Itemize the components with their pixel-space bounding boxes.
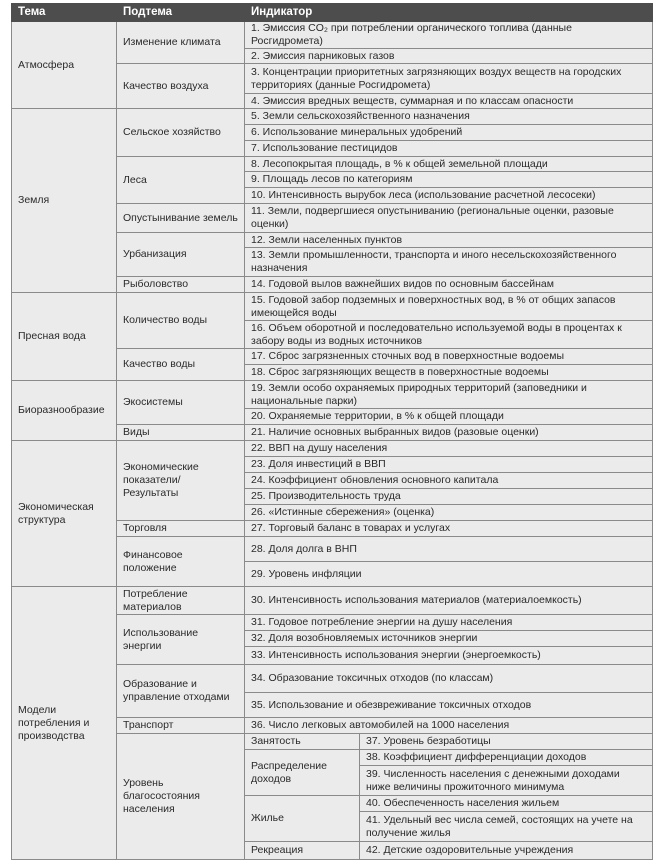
- indicator-18: 18. Сброс загрязняющих веществ в поверхностные водоемы: [245, 365, 653, 381]
- subtheme-economic-indicators: Экономические показатели/ Результаты: [117, 441, 245, 521]
- indicator-25: 25. Производительность труда: [245, 489, 653, 505]
- header-podtema: Подтема: [117, 4, 245, 22]
- subtheme-welfare: Уровень благосостояния населения: [117, 734, 245, 860]
- indicator-1: 1. Эмиссия CO₂ при потреблении органического топлива (данные Росгидромета): [245, 22, 653, 49]
- table-header-row: [12, 4, 653, 22]
- indicator-24: 24. Коэффициент обновления основного капитала: [245, 473, 653, 489]
- header-indikator: Индикатор: [245, 4, 653, 22]
- indicator-30: 30. Интенсивность использования материалов (материалоемкость): [245, 587, 653, 615]
- subtheme-water-quality: Качество воды: [117, 349, 245, 381]
- indicator-3: 3. Концентрации приоритетных загрязняющих воздух веществ на городских территориях (данные Росгидромета): [245, 64, 653, 94]
- indicator-19: 19. Земли особо охраняемых природных территорий (заповедники и национальные парки): [245, 381, 653, 409]
- subtheme-forests: Леса: [117, 157, 245, 204]
- indicator-42: 42. Детские оздоровительные учреждения: [360, 842, 653, 860]
- indicator-22: 22. ВВП на душу населения: [245, 441, 653, 457]
- indicator-35: 35. Использование и обезвреживание токсичных отходов: [245, 693, 653, 718]
- indicator-40: 40. Обеспеченность населения жильем: [360, 796, 653, 812]
- subsubtheme-employment: Занятость: [245, 734, 360, 750]
- indicator-29: 29. Уровень инфляции: [245, 562, 653, 587]
- indicator-13: 13. Земли промышленности, транспорта и иного несельскохозяйственного назначения: [245, 248, 653, 277]
- table-row: [12, 22, 653, 49]
- subtheme-transport: Транспорт: [117, 718, 245, 734]
- indicator-23: 23. Доля инвестиций в ВВП: [245, 457, 653, 473]
- indicator-31: 31. Годовое потребление энергии на душу населения: [245, 615, 653, 631]
- indicator-27: 27. Торговый баланс в товарах и услугах: [245, 521, 653, 537]
- subtheme-climate: Изменение климата: [117, 22, 245, 64]
- subtheme-water-quantity: Количество воды: [117, 293, 245, 349]
- subtheme-trade: Торговля: [117, 521, 245, 537]
- subtheme-financial-position: Финансовое положение: [117, 537, 245, 587]
- subtheme-species: Виды: [117, 425, 245, 441]
- theme-consumption-production: Модели потребления и производства: [12, 587, 117, 860]
- table-row: [12, 381, 653, 409]
- theme-fresh-water: Пресная вода: [12, 293, 117, 381]
- indicator-15: 15. Годовой забор подземных и поверхностных вод, в % от общих запасов имеющейся воды: [245, 293, 653, 321]
- indicator-26: 26. «Истинные сбережения» (оценка): [245, 505, 653, 521]
- indicator-16: 16. Объем оборотной и последовательно используемой воды в процентах к забору воды из водных источников: [245, 321, 653, 349]
- table-row: [12, 587, 653, 615]
- theme-biodiversity: Биоразнообразие: [12, 381, 117, 441]
- indicator-20: 20. Охраняемые территории, в % к общей площади: [245, 409, 653, 425]
- indicator-6: 6. Использование минеральных удобрений: [245, 125, 653, 141]
- indicator-37: 37. Уровень безработицы: [360, 734, 653, 750]
- indicator-21: 21. Наличие основных выбранных видов (разовые оценки): [245, 425, 653, 441]
- indicator-4: 4. Эмиссия вредных веществ, суммарная и по классам опасности: [245, 94, 653, 109]
- indicators-table: [11, 3, 653, 860]
- subsubtheme-recreation: Рекреация: [245, 842, 360, 860]
- indicator-5: 5. Земли сельскохозяйственного назначения: [245, 109, 653, 125]
- indicator-36: 36. Число легковых автомобилей на 1000 населения: [245, 718, 653, 734]
- table-row: [12, 109, 653, 125]
- theme-atmosphere: Атмосфера: [12, 22, 117, 109]
- indicator-38: 38. Коэффициент дифференциации доходов: [360, 750, 653, 766]
- indicator-12: 12. Земли населенных пунктов: [245, 233, 653, 248]
- indicator-2: 2. Эмиссия парниковых газов: [245, 49, 653, 64]
- theme-economic-structure: Экономическая структура: [12, 441, 117, 587]
- table-row: [12, 293, 653, 321]
- subsubtheme-housing: Жилье: [245, 796, 360, 842]
- indicator-34: 34. Образование токсичных отходов (по классам): [245, 665, 653, 693]
- indicator-9: 9. Площадь лесов по категориям: [245, 172, 653, 188]
- indicator-7: 7. Использование пестицидов: [245, 141, 653, 157]
- indicator-10: 10. Интенсивность вырубок леса (использование расчетной лесосеки): [245, 188, 653, 204]
- indicator-33: 33. Интенсивность использования энергии (энергоемкость): [245, 647, 653, 665]
- subtheme-fishing: Рыболовство: [117, 277, 245, 293]
- subtheme-waste-management: Образование и управление отходами: [117, 665, 245, 718]
- subtheme-material-consumption: Потребление материалов: [117, 587, 245, 615]
- indicator-8: 8. Лесопокрытая площадь, в % к общей земельной площади: [245, 157, 653, 172]
- indicator-11: 11. Земли, подвергшиеся опустыниванию (региональные оценки, разовые оценки): [245, 204, 653, 233]
- subtheme-ecosystems: Экосистемы: [117, 381, 245, 425]
- subtheme-urbanization: Урбанизация: [117, 233, 245, 277]
- indicator-32: 32. Доля возобновляемых источников энергии: [245, 631, 653, 647]
- table-row: [12, 441, 653, 457]
- subtheme-desertification: Опустынивание земель: [117, 204, 245, 233]
- indicator-28: 28. Доля долга в ВНП: [245, 537, 653, 562]
- subtheme-air-quality: Качество воздуха: [117, 64, 245, 109]
- header-tema: Тема: [12, 4, 117, 22]
- indicator-39: 39. Численность населения с денежными доходами ниже величины прожиточного минимума: [360, 766, 653, 796]
- subtheme-agriculture: Сельское хозяйство: [117, 109, 245, 157]
- subsubtheme-income-distribution: Распределение доходов: [245, 750, 360, 796]
- indicator-14: 14. Годовой вылов важнейших видов по основным бассейнам: [245, 277, 653, 293]
- subtheme-energy-use: Использование энергии: [117, 615, 245, 665]
- indicator-17: 17. Сброс загрязненных сточных вод в поверхностные водоемы: [245, 349, 653, 365]
- indicator-41: 41. Удельный вес числа семей, состоящих на учете на получение жилья: [360, 812, 653, 842]
- theme-land: Земля: [12, 109, 117, 293]
